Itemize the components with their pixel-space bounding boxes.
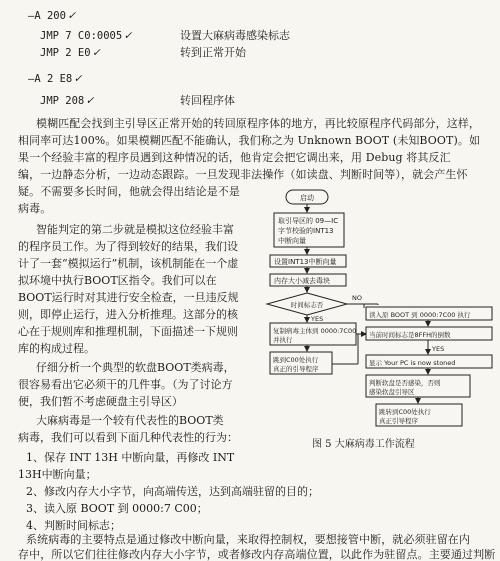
paragraph-2-line: 则，即停止运行，进入分析推理。这部分的核 — [18, 308, 238, 321]
paragraph-5-line: 存中，所以它们往往修改内存大小字节，或者修改内存高端位置，以此作为驻留点。主要通过判断 — [18, 548, 496, 561]
list-item: 13H中断向量； — [18, 468, 97, 481]
flow-box3-label: 内存大小减去毒块 — [274, 277, 330, 285]
flow-yes-right-label: YES — [432, 345, 445, 353]
list-item: 2、修改内存大小字节，向高端传送，达到高端驻留的目的； — [26, 485, 319, 498]
paragraph-1-line: 果一个经验丰富的程序员遇到这种情况的话，他肯定会把它调出来，用 Debug 将其反汇 — [18, 151, 451, 164]
paragraph-3-line: 仔细分析一个典型的软盘BOOT类病毒， — [36, 361, 235, 374]
flow-box1-line: 取引导区的 09—IC — [278, 217, 339, 225]
flow-load-label: 读入原 BOOT 到 0000:7C00 执行 — [369, 311, 471, 319]
flow-start-label: 启动 — [300, 194, 314, 202]
flow-check-line: 判断软盘是否感染，否则 — [369, 379, 441, 387]
paragraph-2-line: BOOT运行时对其进行安全检查，一旦违反规 — [18, 291, 239, 304]
flow-jump-line: 真正的引导程序 — [273, 365, 319, 373]
paragraph-1-line: 相同率可达100%。如果模糊匹配不能确认，我们称之为 Unknown BOOT (未知BOOT)。如 — [18, 134, 481, 147]
checkmark-icon: ✓ — [67, 8, 76, 22]
code-line-1 — [28, 9, 75, 23]
flow-final-line: 真正引导程序 — [379, 417, 418, 425]
flow-timecheck-label: 当前时间标志是8FFH的倒数 — [369, 331, 451, 339]
flow-box1-line: 字节校验的INT13 — [278, 227, 334, 235]
flow-no-label: NO — [352, 294, 362, 302]
figure-caption: 图 5 大麻病毒工作流程 — [312, 439, 415, 450]
flow-yes-label: YES — [311, 315, 324, 323]
paragraph-2-line: 计了一套“模拟运行”机制，该机制能在一个虚 — [18, 257, 239, 270]
paragraph-2-line: 心在于规则库和推理机制，下面描述一下规则 — [18, 325, 238, 338]
flow-box2-label: 设置INT13中断向量 — [274, 258, 337, 266]
paragraph-5-line: 系统病毒的主要特点是通过修改中断向量，来取得控制权，要想接管中断，就必须驻留在内 — [26, 533, 470, 546]
paragraph-1-line: 模糊匹配会找到主引导区正常开始的转回原程序体的地方，再比较原程序代码部分，这样， — [36, 117, 480, 130]
paragraph-1-line: 病毒。 — [18, 202, 52, 215]
paragraph-2-line: 的程序员工作。为了得到较好的结果，我们设 — [18, 240, 238, 253]
flow-check-line: 感染软盘引导区 — [369, 388, 415, 396]
code-text: JMP 2 E0 — [40, 47, 91, 59]
code-comment-3: 转到正常开始 — [180, 46, 246, 59]
code-comment-5: 转回程序体 — [180, 94, 235, 107]
flow-jump-line: 跳到C00处执行 — [273, 356, 319, 364]
code-line-5 — [40, 94, 94, 108]
code-text: —A 200 — [28, 10, 66, 22]
paragraph-2-line: 智能判定的第二步就是模拟这位经验丰富 — [36, 223, 234, 236]
checkmark-icon: ✓ — [124, 28, 132, 42]
list-item: 3、读入原 BOOT 到 0000:7 C00； — [26, 502, 208, 515]
code-text: JMP 7 C0:0005 — [40, 30, 123, 42]
paragraph-1-line: 编，一边静态分析，一边动态跟踪。一旦发现非法操作（如读盘、判断时间等），就会产生怀 — [18, 168, 468, 181]
code-line-2 — [40, 29, 131, 43]
checkmark-icon: ✓ — [92, 45, 100, 59]
flow-copy-line: 复制病毒主体到 0000:7C00 — [273, 327, 357, 335]
checkmark-icon: ✓ — [86, 93, 94, 107]
paragraph-2-line: 库的构成过程。 — [18, 342, 95, 355]
code-comment-2: 设置大麻病毒感染标志 — [180, 29, 290, 42]
flow-box1-line: 中断向量 — [278, 237, 306, 245]
paragraph-1-line: 疑。不需要多长时间，他就会得出结论是不是 — [18, 185, 240, 198]
flowchart-svg — [248, 188, 496, 450]
code-line-3 — [40, 46, 100, 60]
code-text: —A 2 E8 — [28, 73, 73, 85]
list-item: 4、判断时间标志； — [26, 519, 121, 532]
code-line-4 — [28, 72, 82, 86]
flow-message-label: 显示 Your PC is now stoned — [369, 359, 456, 367]
flow-copy-line: 并执行 — [273, 336, 293, 344]
paragraph-3-line: 很容易看出它必须干的几件事。（为了讨论方 — [18, 378, 233, 391]
flow-decision-label: 时间标志否 — [290, 301, 324, 309]
checkmark-icon: ✓ — [74, 71, 82, 85]
list-item: 1、保存 INT 13H 中断向量，再修改 INT — [26, 451, 235, 464]
paragraph-3-line: 便，我们暂不考虑硬盘主引导区） — [18, 395, 183, 408]
paragraph-4-line: 病毒，我们可以看到下面几种代表性的行为： — [18, 431, 238, 444]
flow-final-line: 跳转到C00处执行 — [379, 408, 431, 416]
flowchart-figure — [248, 188, 496, 450]
paragraph-4-line: 大麻病毒是一个较有代表性的BOOT类 — [36, 414, 224, 427]
code-text: JMP 208 — [40, 95, 85, 107]
paragraph-2-line: 拟环境中执行BOOT区指令。我们可以在 — [18, 274, 217, 287]
